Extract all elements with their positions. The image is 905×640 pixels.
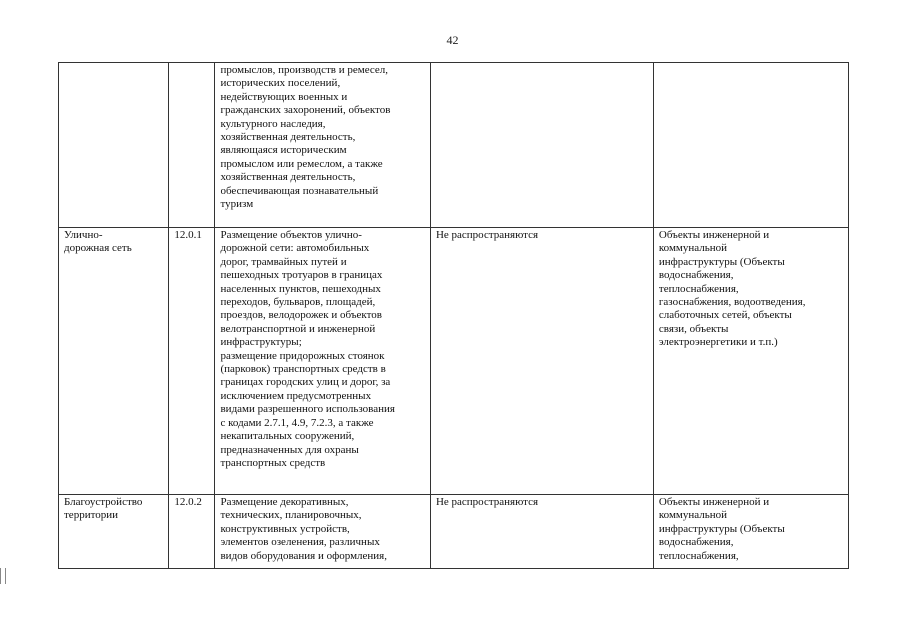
use-name-cell — [59, 228, 169, 495]
use-name-cell — [59, 63, 169, 228]
use-description-cell — [215, 63, 430, 228]
use-description: Размещение объектов улично- дорожной сети: автомобильных дорог, трамвайных путей и пешеходных тротуаров в границах населенных пунктов, пешеходных переходов, бульваров, площадей, проездов, велодорожек и объектов велотранспортной и инженерной инфраструктуры; размещение придорожных стоянок (парковок) транспортных средств в границах городских улиц и дорог, за исключением предусмотренных видами разрешенного использования с кодами 2.7.1, 4.9, 7.2.3, а также некапитальных сооружений, предназначенных для охраны транспортных средств — [220, 229, 395, 469]
use-code-cell — [169, 495, 215, 569]
use-name: Благоустройство территории — [64, 496, 143, 522]
regulation-text: Не распространяются — [435, 229, 539, 241]
use-description: промыслов, производств и ремесел, исторических поселений, недействующих военных и гражданских захоронений, объектов культурного наследия, хозяйственная деятельность, являющаяся историческим промыслом или ремеслом, а также хозяйственная деятельность, обеспечивающая познавательный туризм — [220, 64, 391, 211]
use-description: Размещение декоративных, технических, планировочных, конструктивных устройств, элементов озеленения, различных видов оборудования и оформления, — [220, 496, 387, 562]
objects-cell — [653, 495, 848, 569]
page-number: 42 — [446, 33, 459, 47]
use-code-cell — [169, 228, 215, 495]
regulation-text: Не распространяются — [435, 496, 539, 508]
regulation-cell — [430, 495, 653, 569]
table-row — [59, 63, 849, 228]
table-row — [59, 228, 849, 495]
objects-text: Объекты инженерной и коммунальной инфраструктуры (Объекты водоснабжения, теплоснабжения, газоснабжения, водоотведения, слаботочных сетей, объекты связи, объекты электроэнергетики и т.п.) — [658, 229, 806, 349]
land-use-table — [58, 62, 849, 569]
use-name-cell — [59, 495, 169, 569]
use-code: 12.0.1 — [174, 229, 202, 241]
scan-edge-mark — [0, 568, 6, 584]
table-row — [59, 495, 849, 569]
objects-text: Объекты инженерной и коммунальной инфраструктуры (Объекты водоснабжения, теплоснабжения, — [658, 496, 785, 562]
use-code: 12.0.2 — [174, 496, 202, 508]
use-description-cell — [215, 495, 430, 569]
use-name: Улично- дорожная сеть — [64, 229, 132, 255]
regulation-cell — [430, 228, 653, 495]
use-description-cell — [215, 228, 430, 495]
regulation-cell — [430, 63, 653, 228]
use-code-cell — [169, 63, 215, 228]
objects-cell — [653, 228, 848, 495]
objects-cell — [653, 63, 848, 228]
